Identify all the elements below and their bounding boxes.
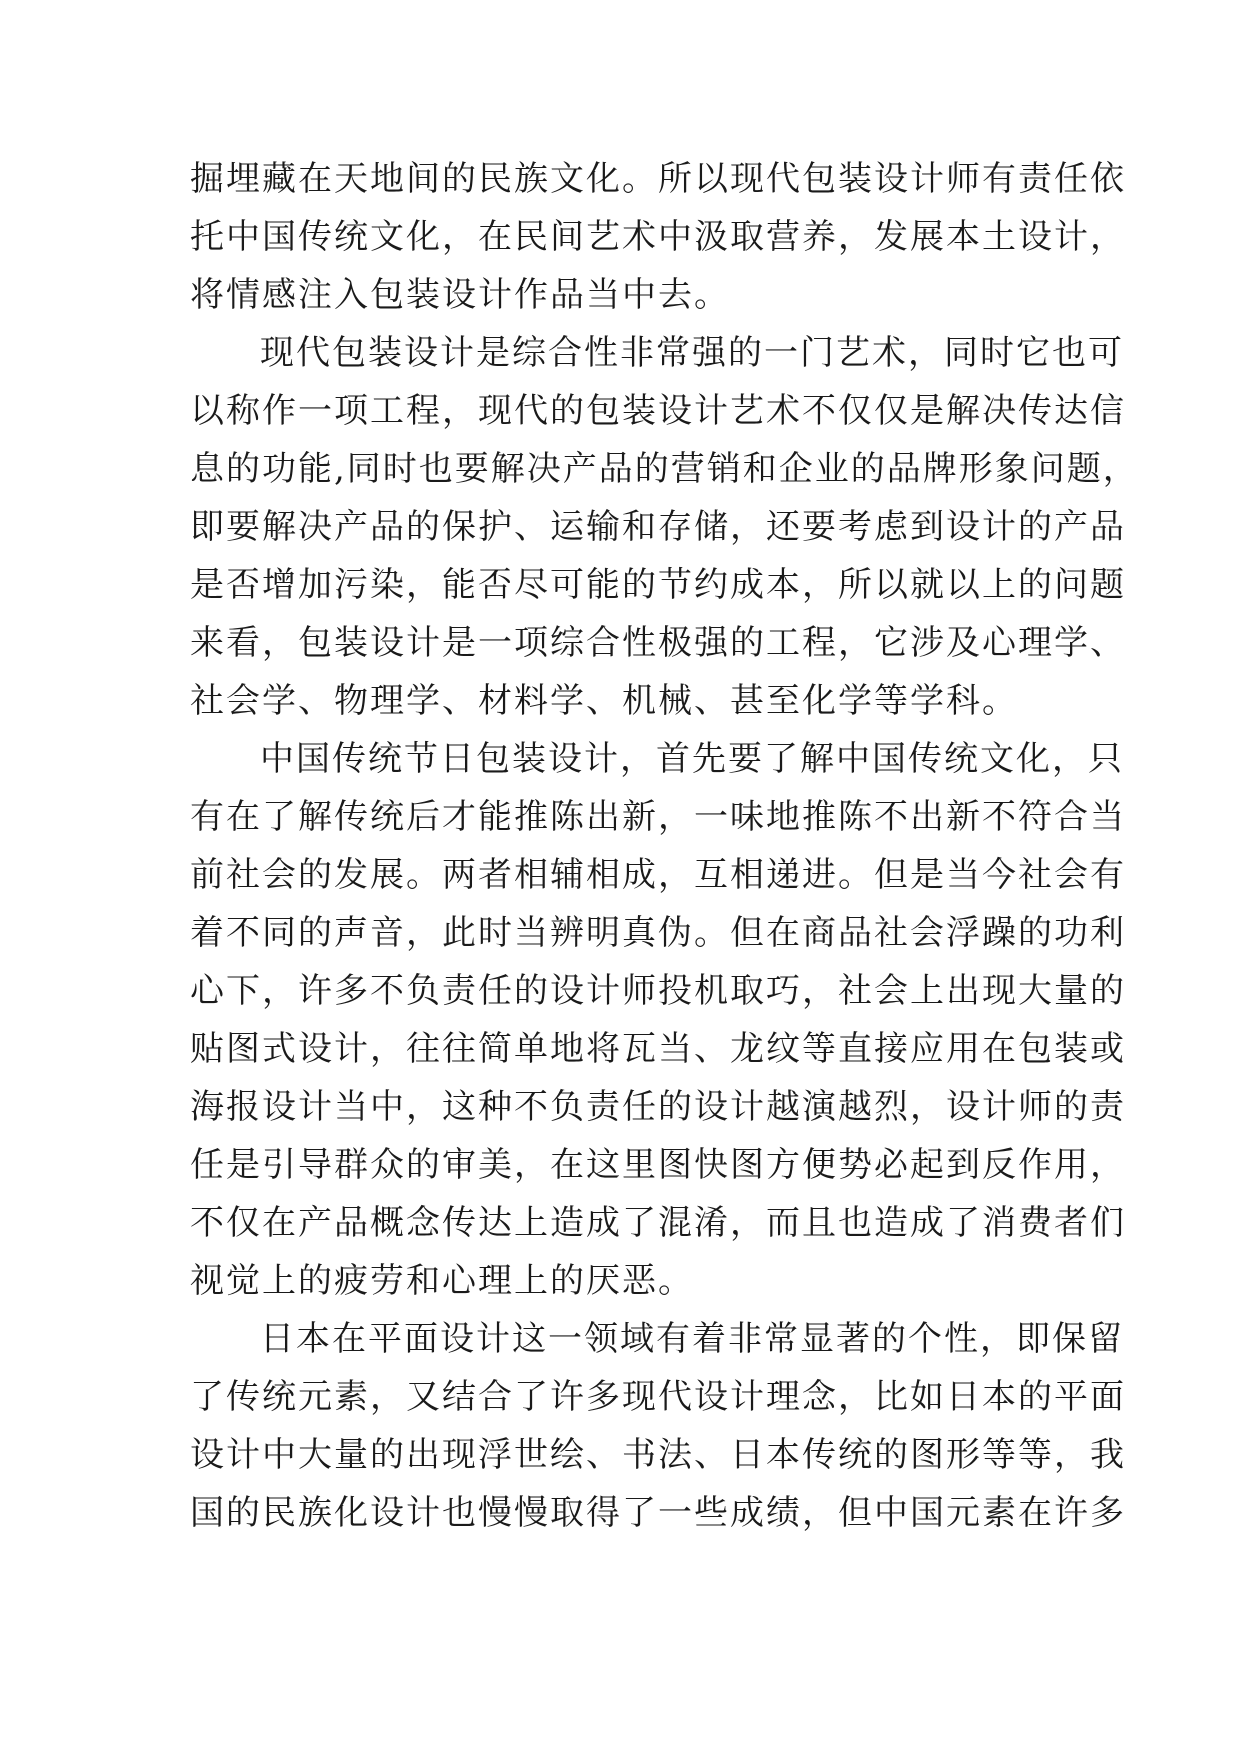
- paragraph: [190, 730, 1126, 1310]
- text-line: 日本在平面设计这一领域有着非常显著的个性，即保留: [260, 1319, 1124, 1359]
- text-line: 任是引导群众的审美，在这里图快图方便势必起到反作用，: [190, 1145, 1126, 1185]
- text-line: 托中国传统文化，在民间艺术中汲取营养，发展本土设计，: [190, 217, 1126, 257]
- text-line: 视觉上的疲劳和心理上的厌恶。: [190, 1261, 694, 1301]
- text-line: 海报设计当中，这种不负责任的设计越演越烈，设计师的责: [190, 1087, 1126, 1127]
- text-line: 是否增加污染，能否尽可能的节约成本，所以就以上的问题: [190, 565, 1126, 605]
- text-line: 国的民族化设计也慢慢取得了一些成绩，但中国元素在许多: [190, 1493, 1126, 1533]
- text-line: 社会学、物理学、材料学、机械、甚至化学等学科。: [190, 681, 1018, 721]
- text-line: 设计中大量的出现浮世绘、书法、日本传统的图形等等，我: [190, 1435, 1126, 1475]
- text-line: 中国传统节日包装设计，首先要了解中国传统文化，只: [260, 739, 1124, 779]
- text-line: 心下，许多不负责任的设计师投机取巧，社会上出现大量的: [190, 971, 1126, 1011]
- paragraph: [190, 324, 1139, 730]
- text-line: 将情感注入包装设计作品当中去。: [190, 275, 730, 315]
- text-line: 即要解决产品的保护、运输和存储，还要考虑到设计的产品: [190, 507, 1126, 547]
- paragraph: [190, 1310, 1126, 1542]
- paragraph: [190, 150, 1126, 324]
- body-text: [190, 150, 1139, 1542]
- text-line: 贴图式设计，往往简单地将瓦当、龙纹等直接应用在包装或: [190, 1029, 1126, 1069]
- text-line: 前社会的发展。两者相辅相成，互相递进。但是当今社会有: [190, 855, 1126, 895]
- text-line: 息的功能,同时也要解决产品的营销和企业的品牌形象问题，: [190, 449, 1139, 489]
- text-line: 掘埋藏在天地间的民族文化。所以现代包装设计师有责任依: [190, 159, 1126, 199]
- text-line: 现代包装设计是综合性非常强的一门艺术，同时它也可: [260, 333, 1124, 373]
- text-line: 不仅在产品概念传达上造成了混淆，而且也造成了消费者们: [190, 1203, 1126, 1243]
- text-line: 了传统元素，又结合了许多现代设计理念，比如日本的平面: [190, 1377, 1126, 1417]
- text-line: 着不同的声音，此时当辨明真伪。但在商品社会浮躁的功利: [190, 913, 1126, 953]
- text-line: 有在了解传统后才能推陈出新，一味地推陈不出新不符合当: [190, 797, 1126, 837]
- text-line: 以称作一项工程，现代的包装设计艺术不仅仅是解决传达信: [190, 391, 1126, 431]
- text-line: 来看，包装设计是一项综合性极强的工程，它涉及心理学、: [190, 623, 1126, 663]
